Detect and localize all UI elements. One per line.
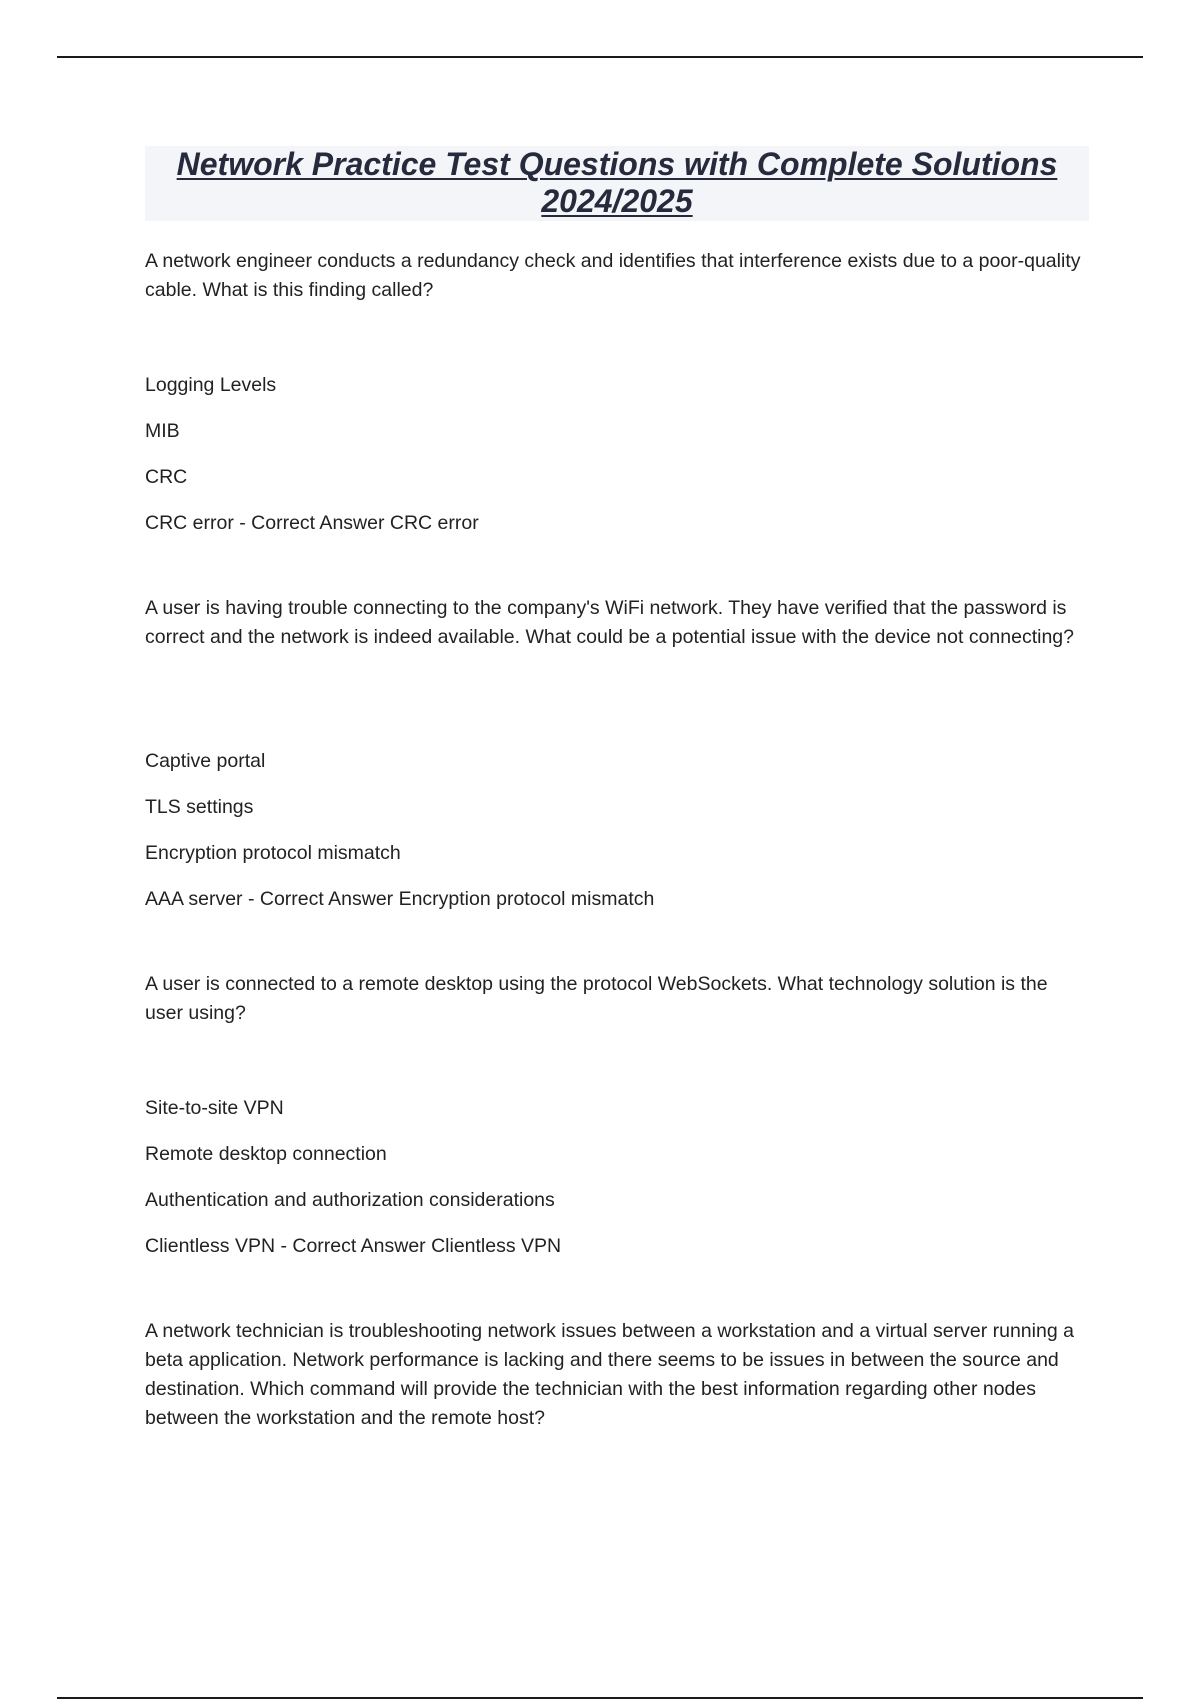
document-page: [145, 146, 1089, 1429]
option-item: Remote desktop connection: [145, 1143, 387, 1165]
question-3: [145, 970, 1089, 1028]
option-item: Encryption protocol mismatch: [145, 842, 401, 864]
question-3-options: [145, 1094, 1089, 1278]
option-item: Authentication and authorization considerations: [145, 1189, 555, 1211]
title-box: [145, 146, 1089, 221]
question-text: A network technician is troubleshooting network issues between a workstation and a virtual server running a beta application. Network performance is lacking and there seems to be issues in between the source and destination. Which command will provide the technician with the best information regarding other nodes between the workstation and the remote host?: [145, 1320, 1074, 1429]
title-line-2: 2024/2025: [541, 183, 693, 219]
option-item: Site-to-site VPN: [145, 1097, 284, 1119]
title-line-1: Network Practice Test Questions with Complete Solutions: [176, 146, 1058, 182]
document-title: [145, 146, 1089, 220]
option-item-answer: Clientless VPN - Correct Answer Clientless VPN: [145, 1235, 562, 1257]
question-text: A network engineer conducts a redundancy check and identifies that interference exists due to a poor-quality cable. What is this finding called?: [145, 250, 1081, 301]
question-1: [145, 247, 1089, 305]
option-item: Captive portal: [145, 750, 266, 772]
option-item: TLS settings: [145, 796, 254, 818]
option-item: MIB: [145, 420, 180, 442]
option-item: Logging Levels: [145, 374, 277, 396]
question-text: A user is connected to a remote desktop using the protocol WebSockets. What technology solution is the user using?: [145, 973, 1048, 1024]
top-rule: [57, 56, 1143, 58]
question-1-options: [145, 371, 1089, 555]
question-2: [145, 594, 1089, 652]
bottom-rule: [57, 1697, 1143, 1699]
question-4: [145, 1317, 1089, 1433]
option-item-answer: CRC error - Correct Answer CRC error: [145, 512, 479, 534]
question-text: A user is having trouble connecting to the company's WiFi network. They have verified that the password is correct and the network is indeed available. What could be a potential issue with the device not connecting?: [145, 597, 1074, 648]
option-item: CRC: [145, 466, 188, 488]
question-2-options: [145, 747, 1089, 931]
option-item-answer: AAA server - Correct Answer Encryption protocol mismatch: [145, 888, 655, 910]
